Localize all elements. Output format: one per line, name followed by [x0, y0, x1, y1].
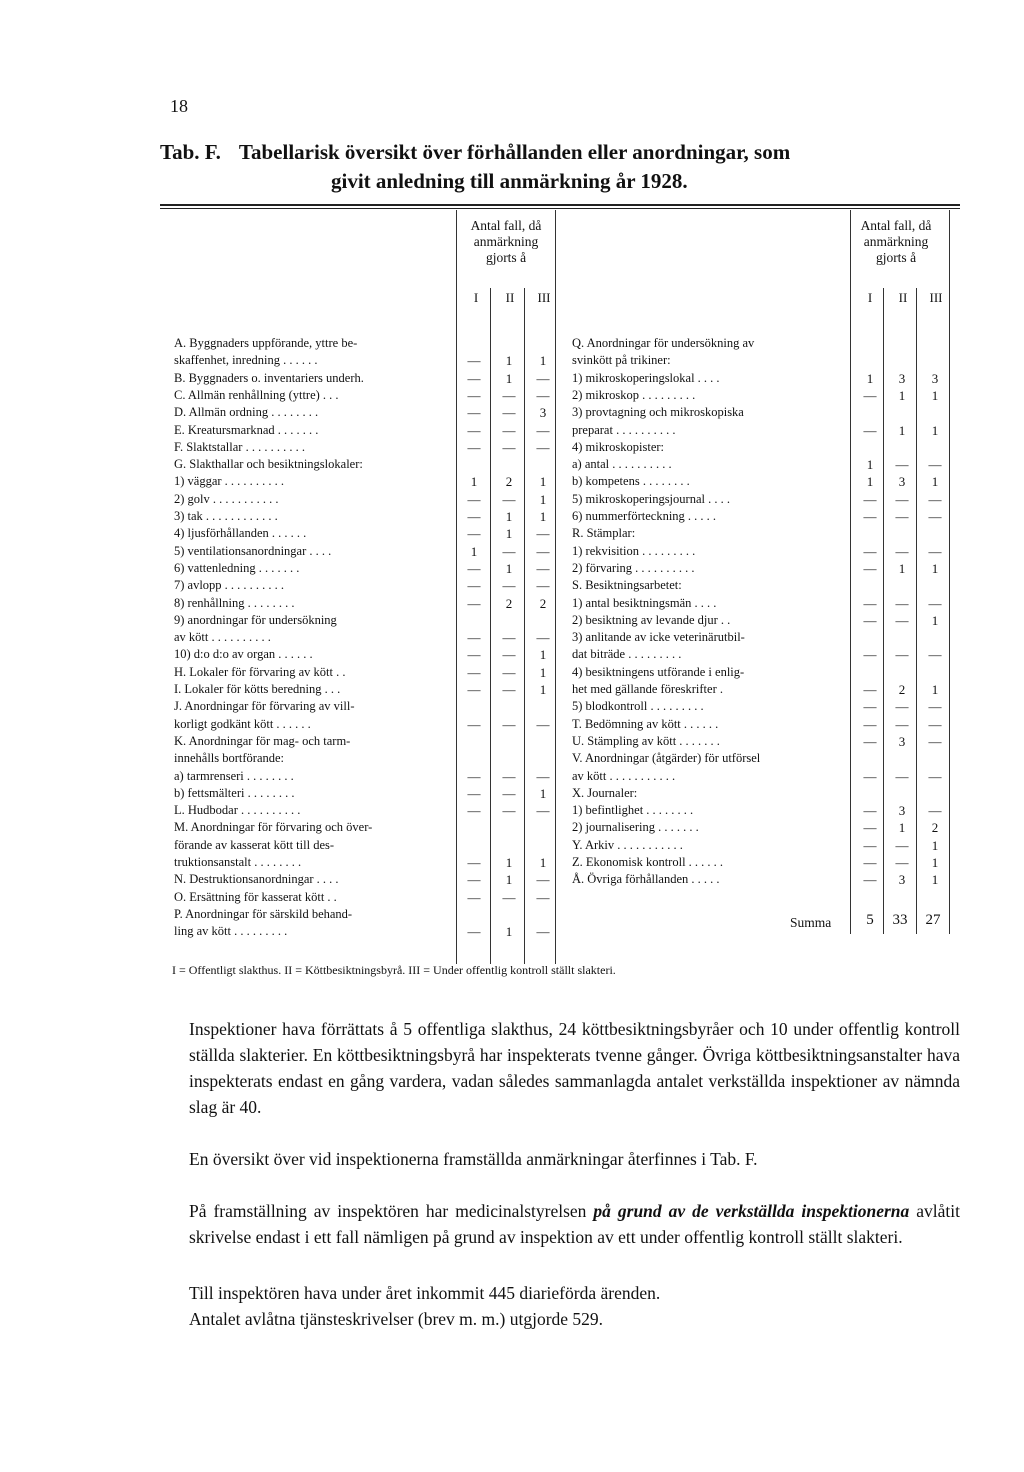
- left-table-row-value: —: [536, 803, 550, 819]
- right-table-row-value: —: [928, 509, 942, 524]
- left-table-row-value: —: [536, 872, 550, 888]
- right-table-row-value: —: [895, 837, 909, 853]
- left-table-row-value: 2: [505, 474, 513, 490]
- header-line-2: anmärkning: [473, 234, 539, 249]
- right-table-row-value: —: [863, 820, 877, 836]
- right-table-row-label: 6) nummerförteckning . . . . .: [572, 509, 717, 523]
- right-table-row-value: 3: [898, 872, 906, 888]
- paragraph-1: [165, 1016, 960, 1120]
- left-table-row-label: förande av kasserat kött till des-: [174, 837, 335, 852]
- left-table-row-label: 4) ljusförhållanden . . . . . .: [174, 526, 307, 541]
- left-table-row-value: —: [536, 768, 550, 784]
- right-table-row-value: 3: [898, 370, 906, 386]
- left-table-row-value: 1: [505, 353, 513, 369]
- left-table-row-value: —: [467, 682, 481, 697]
- left-table-row-value: 1: [539, 474, 547, 490]
- summa-label: Summa: [790, 915, 832, 930]
- left-table-row-label: innehålls bortförande:: [174, 751, 285, 766]
- right-table-row-value: —: [928, 457, 942, 473]
- left-table-row-label: truktionsanstalt . . . . . . . .: [174, 855, 302, 869]
- left-table-row-value: —: [467, 526, 481, 542]
- right-table-row-value: —: [895, 457, 909, 473]
- right-table-row-label: Å. Övriga förhållanden . . . . .: [572, 872, 720, 887]
- left-table-row-value: —: [502, 422, 516, 438]
- left-count-header: [456, 218, 556, 266]
- left-table-row-value: 1: [505, 924, 513, 940]
- left-table-row-value: —: [467, 889, 481, 905]
- right-table-row-label: X. Journaler:: [572, 785, 638, 800]
- right-table-row-value: —: [863, 699, 877, 715]
- left-table-row-value: —: [467, 664, 481, 680]
- left-table-row-label: ling av kött . . . . . . . . .: [174, 924, 288, 939]
- left-table-row-value: —: [536, 439, 550, 455]
- left-table-row-label: M. Anordningar för förvaring och över-: [174, 820, 373, 835]
- header-line-3: gjorts å: [485, 250, 527, 265]
- paragraph-3-text-a: På framställning av inspektören har medicinalstyrelsen: [189, 1201, 587, 1221]
- right-table-row-label: a) antal . . . . . . . . . .: [572, 457, 672, 472]
- right-table-row-label: 4) mikroskopister:: [572, 439, 665, 454]
- left-table-row-value: 1: [505, 526, 513, 542]
- left-table-row-value: —: [502, 630, 516, 646]
- paragraph-4-text: Till inspektören hava under året inkommit 445 diarieförda ärenden.: [189, 1283, 661, 1303]
- left-table-row-value: 1: [470, 474, 478, 490]
- right-table-row-value: 1: [931, 612, 939, 628]
- left-table-row-label: H. Lokaler för förvaring av kött . .: [174, 664, 346, 679]
- right-table-row-label: U. Stämpling av kött . . . . . . .: [572, 733, 720, 748]
- left-table-row-value: —: [502, 889, 516, 905]
- left-table-row-value: 1: [539, 682, 547, 697]
- right-table-row-value: —: [863, 387, 877, 403]
- left-table-row-value: —: [502, 647, 516, 663]
- right-table-row-value: —: [928, 716, 942, 732]
- summa-value-iii: 27: [925, 912, 941, 928]
- left-table-row-label: 3) tak . . . . . . . . . . . .: [174, 509, 278, 523]
- left-table-row-label: N. Destruktionsanordningar . . . .: [174, 872, 339, 887]
- right-table-row-value: —: [863, 543, 877, 559]
- right-table-row-value: —: [863, 509, 877, 524]
- left-table-row-label: a) tarmrenseri . . . . . . . .: [174, 768, 294, 783]
- header-line-2: anmärkning: [863, 234, 929, 249]
- left-table-row-value: 1: [539, 785, 547, 801]
- right-table-row-value: —: [928, 768, 942, 784]
- left-table-row-label: I. Lokaler för kötts beredning . . .: [174, 682, 341, 696]
- right-table-row-label: dat biträde . . . . . . . . .: [572, 647, 682, 662]
- left-table-row-value: 1: [539, 353, 547, 369]
- right-table-row-value: 1: [898, 560, 906, 576]
- right-table-row-value: 1: [931, 682, 939, 697]
- right-col-divider-i: [883, 288, 884, 934]
- paragraph-4: [165, 1280, 960, 1306]
- left-table-row-value: —: [536, 560, 550, 576]
- right-table-row-label: V. Anordningar (åtgärder) för utförsel: [572, 751, 761, 766]
- right-table-row-value: —: [863, 837, 877, 853]
- right-table-row-value: 3: [898, 733, 906, 749]
- right-table-row-value: —: [928, 803, 942, 819]
- right-table-row-value: 1: [866, 474, 874, 490]
- left-col-divider-ii: [524, 288, 525, 964]
- left-table-row-value: —: [536, 526, 550, 542]
- right-table-row-value: —: [863, 768, 877, 784]
- right-table-row-value: —: [928, 595, 942, 611]
- right-table-row-value: 1: [866, 370, 874, 386]
- left-table-row-label: G. Slakthallar och besiktningslokaler:: [174, 457, 363, 472]
- right-table-row-label: 3) provtagning och mikroskopiska: [572, 405, 744, 420]
- right-table-row-value: —: [863, 682, 877, 697]
- left-table-row-value: —: [467, 716, 481, 732]
- left-table-row-label: korligt godkänt kött . . . . . .: [174, 716, 311, 731]
- summa-value-i: 5: [866, 912, 874, 928]
- right-col-divider-ii: [916, 288, 917, 934]
- left-table-row-value: —: [536, 543, 550, 559]
- left-table-row-value: —: [467, 768, 481, 784]
- left-table-row-value: —: [467, 630, 481, 646]
- left-table-row-value: —: [467, 405, 481, 421]
- left-table-row-label: 6) vattenledning . . . . . . .: [174, 560, 300, 575]
- right-table-row-value: —: [863, 491, 877, 507]
- right-table-row-value: 1: [931, 422, 939, 438]
- right-table-row-value: —: [895, 595, 909, 611]
- right-table-row-value: 1: [898, 820, 906, 836]
- right-table-row-value: 2: [931, 820, 939, 836]
- right-table-row-value: 1: [931, 474, 939, 490]
- right-table-row-label: svinkött på trikiner:: [572, 353, 671, 368]
- right-table-row-label: T. Bedömning av kött . . . . . .: [572, 716, 719, 731]
- left-table-row-label: 1) väggar . . . . . . . . . .: [174, 474, 285, 489]
- header-line-1: Antal fall, då: [860, 218, 932, 233]
- left-table-row-value: 1: [539, 647, 547, 663]
- right-col-divider: [850, 210, 851, 934]
- left-table-row-label: A. Byggnaders uppförande, yttre be-: [174, 336, 358, 350]
- left-table-row-value: 1: [539, 509, 547, 524]
- right-table-row-value: 1: [931, 872, 939, 888]
- right-table-row-value: 1: [931, 560, 939, 576]
- right-col-i-header: I: [867, 290, 873, 305]
- right-table-row-label: 2) journalisering . . . . . . .: [572, 820, 699, 835]
- left-table-row-label: P. Anordningar för särskild behand-: [174, 906, 353, 921]
- header-line-1: Antal fall, då: [470, 218, 542, 233]
- right-table-row-value: 1: [931, 855, 939, 870]
- left-table-row-label: 2) golv . . . . . . . . . . .: [174, 491, 279, 506]
- right-table-row-value: —: [895, 716, 909, 732]
- right-table-row-label: S. Besiktningsarbetet:: [572, 578, 682, 593]
- right-table-row-value: —: [863, 612, 877, 628]
- left-table-row-label: 7) avlopp . . . . . . . . . .: [174, 578, 285, 593]
- right-table-row-value: —: [895, 612, 909, 628]
- left-table-row-value: —: [502, 785, 516, 801]
- left-table-row-label: 5) ventilationsanordningar . . . .: [174, 543, 332, 558]
- left-table-row-label: b) fettsmälteri . . . . . . . .: [174, 785, 295, 800]
- left-table-row-value: —: [502, 664, 516, 680]
- left-table-row-label: skaffenhet, inredning . . . . . .: [174, 353, 318, 368]
- left-table-row-label: B. Byggnaders o. inventariers underh.: [174, 370, 364, 385]
- left-table-row-value: —: [467, 578, 481, 594]
- left-table-row-label: E. Kreatursmarknad . . . . . . .: [174, 422, 319, 437]
- right-table-row-label: preparat . . . . . . . . . .: [572, 422, 676, 437]
- left-table-row-label: C. Allmän renhållning (yttre) . . .: [174, 387, 339, 402]
- paragraph-3-text-b: avlåtit skrivelse endast i ett fall nämligen på grund av inspektion av ett under offentlig kontroll ställt slakteri.: [189, 1201, 961, 1247]
- right-table-row-value: —: [863, 647, 877, 663]
- left-table-row-value: —: [536, 387, 550, 403]
- right-table-row-value: —: [863, 855, 877, 870]
- right-col-iii-header: III: [929, 290, 943, 305]
- left-table-row-value: —: [502, 439, 516, 455]
- left-table-row-value: —: [536, 716, 550, 732]
- left-table-row-value: —: [536, 578, 550, 594]
- left-col-ii-header: II: [505, 290, 515, 305]
- left-table-row-value: —: [467, 370, 481, 386]
- left-col-iii-header: III: [537, 290, 551, 305]
- header-line-3: gjorts å: [875, 250, 917, 265]
- right-table-row-value: —: [928, 699, 942, 715]
- right-table-row-label: 1) rekvisition . . . . . . . . .: [572, 543, 696, 558]
- right-table-row-value: —: [895, 491, 909, 507]
- right-table-row-label: Z. Ekonomisk kontroll . . . . . .: [572, 855, 724, 869]
- right-table-row-value: —: [895, 699, 909, 715]
- left-table-row-value: —: [467, 387, 481, 403]
- left-table-row-label: av kött . . . . . . . . . .: [174, 630, 271, 645]
- right-col-ii-header: II: [898, 290, 908, 305]
- left-table-row-value: —: [502, 716, 516, 732]
- footnote: I = Offentligt slakthus. II = Köttbesiktningsbyrå. III = Under offentlig kontroll ställt slakteri.: [172, 963, 616, 977]
- right-table-row-label: R. Stämplar:: [572, 526, 636, 541]
- left-table-row-value: —: [502, 491, 516, 507]
- left-table-row-value: —: [502, 803, 516, 819]
- right-table-row-value: 3: [931, 370, 939, 386]
- paragraph-3: [165, 1198, 960, 1250]
- right-table-row-value: —: [863, 733, 877, 749]
- left-table-row-label: 8) renhållning . . . . . . . .: [174, 595, 295, 610]
- paragraph-2: [165, 1146, 960, 1172]
- left-col-divider: [456, 210, 457, 964]
- right-table-row-value: —: [895, 509, 909, 524]
- left-table-row-value: —: [536, 422, 550, 438]
- right-table-row-value: 2: [898, 682, 906, 697]
- right-table-row-value: —: [895, 543, 909, 559]
- left-table-row-value: 1: [505, 560, 513, 576]
- left-table-row-value: —: [467, 872, 481, 888]
- left-table-row-value: 3: [539, 405, 547, 421]
- left-table-row-value: —: [467, 647, 481, 663]
- right-table-row-value: —: [863, 803, 877, 819]
- table-top-rule: [160, 204, 960, 206]
- right-table-row-value: —: [863, 872, 877, 888]
- right-table-row-label: 2) besiktning av levande djur . .: [572, 612, 731, 627]
- right-table-row-label: 4) besiktningens utförande i enlig-: [572, 664, 745, 679]
- right-table-row-label: Y. Arkiv . . . . . . . . . . .: [572, 837, 683, 852]
- left-table-row-value: —: [467, 560, 481, 576]
- right-table-row-label: av kött . . . . . . . . . . .: [572, 768, 676, 783]
- left-table-row-value: 1: [539, 664, 547, 680]
- right-table-row-label: het med gällande föreskrifter .: [572, 682, 723, 696]
- table-top-rule-thin: [160, 208, 960, 209]
- summa-value-ii: 33: [892, 912, 908, 928]
- right-table-row-value: 3: [898, 474, 906, 490]
- left-table-row-value: —: [467, 855, 481, 870]
- left-table-row-value: 2: [539, 595, 547, 611]
- right-col-divider-iii: [949, 210, 950, 934]
- right-table-row-value: —: [895, 647, 909, 663]
- right-table-row-label: 2) mikroskop . . . . . . . . .: [572, 387, 696, 402]
- left-table-row-label: 9) anordningar för undersökning: [174, 612, 337, 627]
- right-table-row-label: 3) anlitande av icke veterinärutbil-: [572, 630, 745, 645]
- right-table-row-label: Q. Anordningar för undersökning av: [572, 336, 755, 350]
- left-table-row-value: —: [536, 889, 550, 905]
- left-table-row-label: F. Slaktstallar . . . . . . . . . .: [174, 439, 305, 454]
- left-table-row-value: —: [502, 578, 516, 594]
- left-table-row-value: —: [502, 543, 516, 559]
- paragraph-5: [165, 1306, 960, 1332]
- left-table-row-value: —: [467, 785, 481, 801]
- left-col-i-header: I: [473, 290, 479, 305]
- right-table-row-value: —: [928, 647, 942, 663]
- right-table-row-value: 1: [898, 387, 906, 403]
- left-table-row-label: J. Anordningar för förvaring av vill-: [174, 699, 355, 714]
- left-table-row-value: —: [467, 924, 481, 940]
- right-table-row-label: 2) förvaring . . . . . . . . . .: [572, 560, 695, 575]
- title-line-1: Tabellarisk översikt över förhållanden eller anordningar, som: [238, 140, 791, 164]
- left-table-row-value: —: [502, 768, 516, 784]
- table-title: [160, 138, 960, 196]
- paragraph-3-italic: på grund av de verkställda inspektionerna: [593, 1201, 910, 1221]
- left-table-row-value: —: [502, 387, 516, 403]
- left-table-row-value: 1: [505, 855, 513, 870]
- right-table-row-value: 3: [898, 803, 906, 819]
- left-table-row-value: —: [502, 682, 516, 697]
- left-table-row-value: —: [467, 491, 481, 507]
- left-table-row-value: —: [467, 595, 481, 611]
- left-col-divider-i: [490, 288, 491, 964]
- left-table-row-value: —: [467, 803, 481, 819]
- right-table-row-value: —: [895, 855, 909, 870]
- paragraph-1-text: Inspektioner hava förrättats å 5 offentliga slakthus, 24 köttbesiktningsbyråer och 10 under offentlig kontroll ställda slakterier. En köttbesiktningsbyrå har inspekterats tvenne gånger. Övriga köttbesiktningsanstalter hava inspekterats endast en gång vardera, vadan således sammanlagda antalet verkställda inspektioner av nämnda slag är 40.: [189, 1019, 960, 1117]
- right-table-row-value: —: [863, 560, 877, 576]
- left-table-row-label: L. Hudbodar . . . . . . . . . .: [174, 803, 301, 818]
- left-table-row-value: 1: [539, 491, 547, 507]
- remarks-table: [160, 204, 960, 964]
- left-table-row-value: —: [536, 370, 550, 386]
- title-line-2: givit anledning till anmärkning år 1928.: [331, 169, 688, 193]
- left-table-row-value: 1: [470, 543, 478, 559]
- left-table-row-value: —: [467, 422, 481, 438]
- right-table-row-value: —: [863, 716, 877, 732]
- right-table-row-value: 1: [898, 422, 906, 438]
- right-table-row-label: 5) blodkontroll . . . . . . . . .: [572, 699, 704, 714]
- right-table-row-value: 1: [931, 837, 939, 853]
- right-table-row-label: 5) mikroskoperingsjournal . . . .: [572, 491, 730, 506]
- right-table-row-label: 1) befintlighet . . . . . . . .: [572, 803, 694, 818]
- right-table-row-label: b) kompetens . . . . . . . .: [572, 474, 690, 489]
- left-table-row-value: —: [467, 353, 481, 369]
- left-table-row-label: K. Anordningar för mag- och tarm-: [174, 733, 351, 748]
- right-table-row-value: 1: [931, 387, 939, 403]
- left-table-row-value: —: [536, 630, 550, 646]
- right-table-row-value: —: [928, 543, 942, 559]
- left-table-row-value: —: [467, 439, 481, 455]
- table-label: Tab. F.: [160, 140, 221, 164]
- right-count-header: [846, 218, 946, 266]
- right-table-row-value: —: [863, 422, 877, 438]
- right-table-row-value: 1: [866, 457, 874, 473]
- right-table-row-value: —: [928, 733, 942, 749]
- right-table-row-value: —: [863, 595, 877, 611]
- page-number: 18: [170, 96, 188, 116]
- right-table-row-value: —: [895, 768, 909, 784]
- left-table-row-value: 1: [505, 872, 513, 888]
- left-table-row-label: D. Allmän ordning . . . . . . . .: [174, 405, 319, 420]
- right-table-row-value: —: [928, 491, 942, 507]
- left-table-row-value: —: [467, 509, 481, 524]
- left-table-row-value: 1: [539, 855, 547, 870]
- left-table-row-value: —: [502, 405, 516, 421]
- left-table-row-label: 10) d:o d:o av organ . . . . . .: [174, 647, 313, 662]
- paragraph-2-text: En översikt över vid inspektionerna framställda anmärkningar återfinnes i Tab. F.: [189, 1149, 758, 1169]
- left-table-row-label: O. Ersättning för kasserat kött . .: [174, 889, 337, 904]
- paragraph-5-text: Antalet avlåtna tjänsteskrivelser (brev m. m.) utgjorde 529.: [189, 1309, 604, 1329]
- right-table-row-label: 1) mikroskoperingslokal . . . .: [572, 370, 720, 385]
- left-table-row-value: —: [536, 924, 550, 940]
- left-table-row-value: 2: [505, 595, 513, 611]
- right-table-row-label: 1) antal besiktningsmän . . . .: [572, 595, 717, 610]
- left-table-row-value: 1: [505, 370, 513, 386]
- left-table-row-value: 1: [505, 509, 513, 524]
